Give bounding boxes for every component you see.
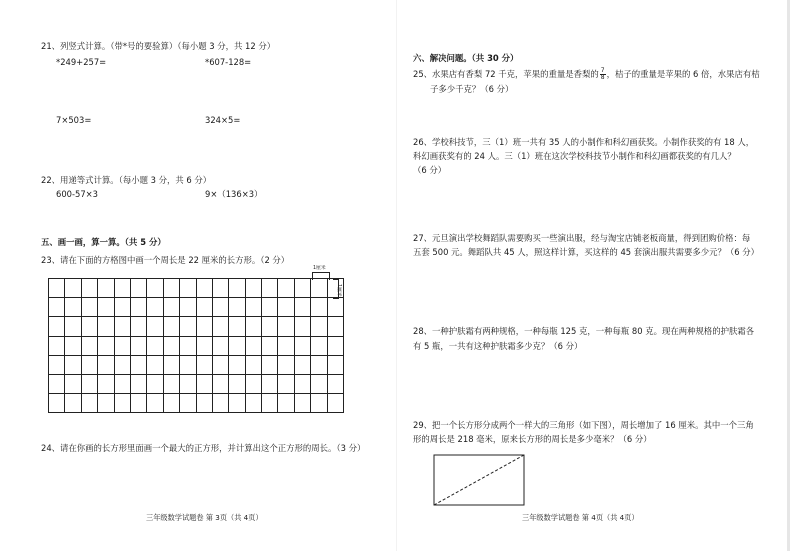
grid-cell[interactable]: [245, 317, 261, 336]
grid-cell[interactable]: [180, 279, 196, 298]
grid-cell[interactable]: [147, 336, 163, 355]
grid-row: [49, 355, 344, 374]
grid-cell[interactable]: [49, 374, 65, 393]
grid-cell[interactable]: [245, 355, 261, 374]
grid-cell[interactable]: [180, 317, 196, 336]
section5-title: 五、画一画，算一算。（共 5 分）: [41, 237, 166, 247]
q23-title: 23、请在下面的方格图中画一个周长是 22 厘米的长方形。（2 分）: [41, 255, 290, 265]
grid-cell[interactable]: [311, 298, 327, 317]
grid-cell[interactable]: [147, 374, 163, 393]
section6-title: 六、解决问题。（共 30 分）: [413, 53, 519, 63]
grid-cell[interactable]: [196, 355, 212, 374]
grid-row: [49, 374, 344, 393]
grid-cell[interactable]: [311, 336, 327, 355]
grid-cell[interactable]: [196, 374, 212, 393]
grid-cell[interactable]: [294, 394, 310, 413]
left-footer: 三年级数学试题卷 第 3页（共 4页）: [146, 513, 263, 522]
q21-item-4: 324×5=: [205, 115, 241, 125]
grid-cell[interactable]: [81, 374, 97, 393]
grid-cell[interactable]: [294, 355, 310, 374]
grid-cell[interactable]: [229, 355, 245, 374]
grid-cell[interactable]: [163, 355, 179, 374]
grid-cell[interactable]: [65, 394, 81, 413]
grid-cell[interactable]: [81, 317, 97, 336]
grid-cell[interactable]: [163, 279, 179, 298]
grid-cell[interactable]: [212, 355, 228, 374]
grid-cell[interactable]: [114, 355, 130, 374]
grid-cell[interactable]: [294, 374, 310, 393]
grid-cell[interactable]: [147, 298, 163, 317]
grid-cell[interactable]: [163, 394, 179, 413]
grid-cell[interactable]: [278, 355, 294, 374]
grid-row: [49, 279, 344, 298]
grid-cell[interactable]: [327, 394, 343, 413]
grid-cell[interactable]: [98, 336, 114, 355]
q22-title: 22、用递等式计算。（每小题 3 分，共 6 分）: [41, 175, 212, 185]
grid-cell[interactable]: [114, 394, 130, 413]
q27-line1: 27、元旦演出学校舞蹈队需要购买一些演出服，经与淘宝店铺老板商量，得到团购价格：每: [413, 233, 751, 243]
q29-line2: 形的周长是 218 毫米，原来长方形的周长是多少毫米？（6 分）: [413, 434, 652, 444]
square-grid[interactable]: [48, 278, 344, 413]
grid-cell[interactable]: [65, 374, 81, 393]
grid-cell[interactable]: [49, 355, 65, 374]
grid-cell[interactable]: [212, 336, 228, 355]
grid-cell[interactable]: [130, 355, 146, 374]
grid-cell[interactable]: [130, 374, 146, 393]
grid-cell[interactable]: [262, 355, 278, 374]
diagram-diagonal: [434, 455, 524, 505]
grid-cell[interactable]: [311, 279, 327, 298]
q24-title: 24、请在你画的长方形里面画一个最大的正方形，并计算出这个正方形的周长。（3 分）: [41, 443, 366, 453]
grid-cell[interactable]: [229, 298, 245, 317]
unit-label-horizontal: 1厘米: [313, 266, 326, 271]
grid-cell[interactable]: [245, 336, 261, 355]
grid-cell[interactable]: [180, 355, 196, 374]
grid-cell[interactable]: [327, 279, 343, 298]
grid-cell[interactable]: [327, 336, 343, 355]
q21-item-3: 7×503=: [56, 115, 92, 125]
grid-row: [49, 317, 344, 336]
rectangle-diagram: [433, 454, 525, 506]
grid-cell[interactable]: [245, 298, 261, 317]
grid-cell[interactable]: [212, 279, 228, 298]
grid-cell[interactable]: [98, 279, 114, 298]
grid-cell[interactable]: [49, 336, 65, 355]
grid-cell[interactable]: [327, 298, 343, 317]
grid-cell[interactable]: [278, 336, 294, 355]
q25-text-before: 25、水果店有香梨 72 千克，苹果的重量是香梨的: [413, 69, 599, 79]
grid-cell[interactable]: [65, 355, 81, 374]
grid-cell[interactable]: [245, 279, 261, 298]
unit-label-vertical: 1厘米: [336, 284, 341, 297]
grid-cell[interactable]: [180, 394, 196, 413]
grid-cell[interactable]: [245, 374, 261, 393]
grid-cell[interactable]: [196, 394, 212, 413]
grid-cell[interactable]: [147, 394, 163, 413]
grid-cell[interactable]: [81, 279, 97, 298]
grid-cell[interactable]: [81, 355, 97, 374]
grid-cell[interactable]: [98, 394, 114, 413]
q22-item-2: 9×（136×3）: [205, 189, 263, 199]
q25-fraction: [600, 68, 606, 81]
grid-cell[interactable]: [147, 317, 163, 336]
grid-cell[interactable]: [49, 394, 65, 413]
grid-cell[interactable]: [163, 374, 179, 393]
grid-cell[interactable]: [65, 298, 81, 317]
grid-cell[interactable]: [180, 298, 196, 317]
grid-cell[interactable]: [114, 336, 130, 355]
grid-cell[interactable]: [114, 298, 130, 317]
grid-cell[interactable]: [98, 317, 114, 336]
grid-cell[interactable]: [98, 298, 114, 317]
grid-cell[interactable]: [311, 394, 327, 413]
grid-cell[interactable]: [311, 374, 327, 393]
grid-cell[interactable]: [147, 355, 163, 374]
q28-line2: 有 5 瓶，一共有这种护肤霜多少克？（6 分）: [413, 341, 583, 351]
q26-line3: （6 分）: [413, 165, 447, 175]
q22-item-1: 600-57×3: [56, 189, 99, 199]
grid-cell[interactable]: [49, 298, 65, 317]
grid-cell[interactable]: [229, 279, 245, 298]
grid-cell[interactable]: [130, 279, 146, 298]
grid-row: [49, 394, 344, 413]
q29-line1: 29、把一个长方形分成两个一样大的三角形（如下图），周长增加了 16 厘米。其中一个三角: [413, 420, 754, 430]
grid-cell[interactable]: [114, 374, 130, 393]
grid-cell[interactable]: [229, 394, 245, 413]
grid-cell[interactable]: [147, 279, 163, 298]
grid-cell[interactable]: [130, 298, 146, 317]
grid-cell[interactable]: [196, 317, 212, 336]
grid-cell[interactable]: [196, 279, 212, 298]
grid-cell[interactable]: [229, 317, 245, 336]
grid-cell[interactable]: [229, 374, 245, 393]
grid-cell[interactable]: [294, 336, 310, 355]
grid-cell[interactable]: [294, 317, 310, 336]
q26-line1: 26、学校科技节，三（1）班一共有 35 人的小制作和科幻画获奖。小制作获奖的有 18 人，: [413, 137, 755, 147]
grid-cell[interactable]: [262, 317, 278, 336]
grid-cell[interactable]: [81, 298, 97, 317]
q25-line1: [413, 68, 760, 81]
grid-cell[interactable]: [114, 317, 130, 336]
grid-cell[interactable]: [130, 336, 146, 355]
grid-cell[interactable]: [212, 374, 228, 393]
grid-cell[interactable]: [262, 374, 278, 393]
grid-cell[interactable]: [262, 279, 278, 298]
grid-cell[interactable]: [262, 298, 278, 317]
right-page: [397, 0, 794, 551]
grid-cell[interactable]: [278, 394, 294, 413]
grid-cell[interactable]: [81, 394, 97, 413]
grid-cell[interactable]: [278, 279, 294, 298]
q25-text-after: ，桔子的重量是苹果的 6 倍，水果店有桔: [606, 69, 760, 79]
grid-cell[interactable]: [294, 279, 310, 298]
q28-line1: 28、一种护肤霜有两种规格，一种每瓶 125 克，一种每瓶 80 克。现在两种规格的护肤霜各: [413, 326, 755, 336]
grid-cell[interactable]: [327, 355, 343, 374]
grid-cell[interactable]: [311, 317, 327, 336]
grid-cell[interactable]: [65, 279, 81, 298]
grid-cell[interactable]: [212, 394, 228, 413]
q27-line2: 五套 500 元。舞蹈队共 45 人，照这样计算，买这样的 45 套演出服共需要多少元？（6 分）: [413, 247, 760, 257]
grid-cell[interactable]: [180, 336, 196, 355]
q25-line2: 子多少千克？（6 分）: [430, 84, 514, 94]
fraction-numerator: 7: [600, 67, 605, 74]
grid-cell[interactable]: [163, 336, 179, 355]
grid-cell[interactable]: [49, 279, 65, 298]
grid-cell[interactable]: [327, 317, 343, 336]
grid-cell[interactable]: [130, 394, 146, 413]
grid-cell[interactable]: [278, 317, 294, 336]
grid-cell[interactable]: [229, 336, 245, 355]
q21-item-1: *249+257=: [56, 57, 107, 67]
grid-cell[interactable]: [262, 394, 278, 413]
grid-cell[interactable]: [163, 298, 179, 317]
grid-cell[interactable]: [98, 374, 114, 393]
grid-cell[interactable]: [196, 336, 212, 355]
grid-cell[interactable]: [49, 317, 65, 336]
grid-cell[interactable]: [327, 374, 343, 393]
grid-cell[interactable]: [65, 317, 81, 336]
grid-cell[interactable]: [245, 394, 261, 413]
grid-cell[interactable]: [196, 298, 212, 317]
grid-cell[interactable]: [278, 374, 294, 393]
q21-item-2: *607-128=: [205, 57, 252, 67]
right-footer: 三年级数学试题卷 第 4页（共 4页）: [522, 513, 639, 522]
grid-cell[interactable]: [311, 355, 327, 374]
grid-cell[interactable]: [180, 374, 196, 393]
fraction-denominator: 8: [600, 74, 605, 81]
grid-cell[interactable]: [98, 355, 114, 374]
q26-line2: 科幻画获奖有的 24 人。三（1）班在这次学校科技节小制作和科幻画都获奖的有几人？: [413, 151, 736, 161]
grid-cell[interactable]: [114, 279, 130, 298]
grid-row: [49, 336, 344, 355]
grid-cell[interactable]: [163, 317, 179, 336]
grid-row: [49, 298, 344, 317]
grid-cell[interactable]: [212, 298, 228, 317]
grid-cell[interactable]: [81, 336, 97, 355]
grid-cell[interactable]: [278, 298, 294, 317]
grid-cell[interactable]: [212, 317, 228, 336]
grid-cell[interactable]: [294, 298, 310, 317]
grid-cell[interactable]: [65, 336, 81, 355]
grid-cell[interactable]: [130, 317, 146, 336]
grid-cell[interactable]: [262, 336, 278, 355]
q21-title: 21、列竖式计算。（带*号的要验算）（每小题 3 分，共 12 分）: [41, 41, 276, 51]
